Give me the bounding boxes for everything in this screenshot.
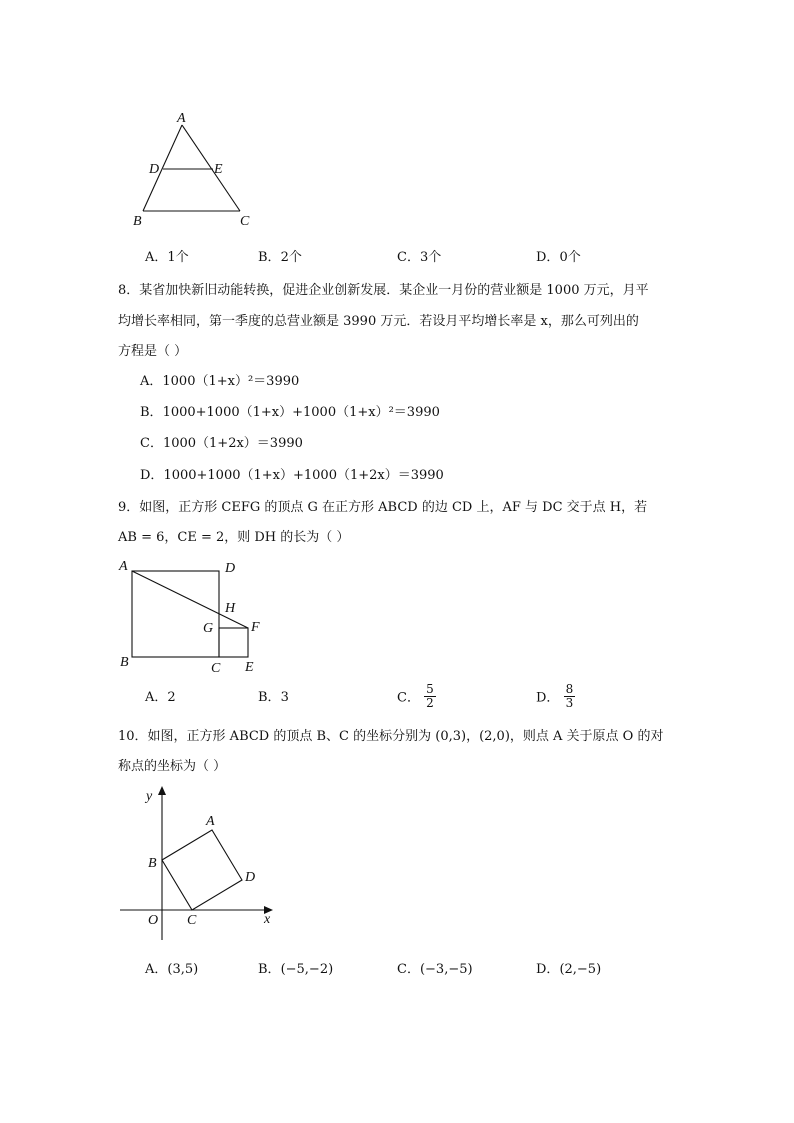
q7-option-c[interactable]: C．3个 xyxy=(397,250,442,265)
label-c: C xyxy=(211,661,221,676)
q10-stem-line1: 10．如图，正方形 ABCD 的顶点 B、C 的坐标分别为 (0,3)，(2,0)，则点 A 关于原点 O 的对 xyxy=(118,729,664,744)
q7-option-a[interactable]: A．1个 xyxy=(145,250,189,265)
q9-option-d[interactable]: D． $\frac{8}{3}$ xyxy=(536,682,574,710)
q9-option-b[interactable]: B．3 xyxy=(258,690,289,705)
q7-option-d[interactable]: D．0个 xyxy=(536,250,581,265)
label-a: A xyxy=(177,111,186,126)
label-b: B xyxy=(148,856,157,871)
label-a: A xyxy=(206,814,215,829)
q7-option-b[interactable]: B．2个 xyxy=(258,250,302,265)
side-ac xyxy=(182,125,240,211)
q10-option-b[interactable]: B．(−5,−2) xyxy=(258,962,334,977)
square-cefg xyxy=(219,628,248,657)
label-h: H xyxy=(225,601,236,616)
q8-option-d[interactable]: D．1000+1000（1+x）+1000（1+2x）＝3990 xyxy=(140,468,444,483)
label-y: y xyxy=(146,789,153,804)
label-e: E xyxy=(214,162,223,177)
q9-option-c[interactable]: C． $\frac{5}{2}$ xyxy=(397,682,434,710)
q9-stem-line2: AB = 6，CE = 2，则 DH 的长为（ ） xyxy=(118,530,350,545)
q10-option-a[interactable]: A．(3,5) xyxy=(145,962,199,977)
label-c: C xyxy=(187,913,197,928)
q10-stem-line2: 称点的坐标为（ ） xyxy=(118,759,227,774)
q9-option-a[interactable]: A．2 xyxy=(145,690,176,705)
triangle-figure xyxy=(125,108,265,233)
label-a: A xyxy=(119,559,128,574)
q10-option-c[interactable]: C．(−3,−5) xyxy=(397,962,473,977)
y-axis-arrow-icon xyxy=(158,786,166,795)
q8-stem-line3: 方程是（ ） xyxy=(118,344,188,359)
coordinate-figure xyxy=(115,780,285,945)
q9-stem-line1: 9．如图，正方形 CEFG 的顶点 G 在正方形 ABCD 的边 CD 上，AF 与 DC 交于点 H，若 xyxy=(118,500,648,515)
q8-stem-line2: 均增长率相同，第一季度的总营业额是 3990 万元．若设月平均增长率是 x，那么可列出的 xyxy=(118,314,639,329)
q10-option-d[interactable]: D．(2,−5) xyxy=(536,962,602,977)
segment-af xyxy=(132,571,248,628)
label-e: E xyxy=(245,660,254,675)
fraction-8-3: $\frac{8}{3}$ xyxy=(565,682,574,710)
label-d: D xyxy=(245,870,256,885)
label-g: G xyxy=(203,621,214,636)
label-c: C xyxy=(240,214,250,229)
q8-stem-line1: 8．某省加快新旧动能转换，促进企业创新发展．某企业一月份的营业额是 1000 万元，月平 xyxy=(118,283,649,298)
square-abcd xyxy=(162,830,242,910)
squares-figure xyxy=(115,556,275,678)
label-f: F xyxy=(251,620,260,635)
label-d: D xyxy=(149,162,160,177)
q8-option-b[interactable]: B．1000+1000（1+x）+1000（1+x）²＝3990 xyxy=(140,405,440,420)
q8-option-c[interactable]: C．1000（1+2x）＝3990 xyxy=(140,436,303,451)
label-b: B xyxy=(133,214,142,229)
square-abcd xyxy=(132,571,219,657)
label-b: B xyxy=(120,655,129,670)
label-x: x xyxy=(264,912,271,927)
label-d: D xyxy=(225,561,236,576)
fraction-5-2: $\frac{5}{2}$ xyxy=(426,682,434,710)
q8-option-a[interactable]: A．1000（1+x）²＝3990 xyxy=(140,374,300,389)
label-o: O xyxy=(148,913,159,928)
